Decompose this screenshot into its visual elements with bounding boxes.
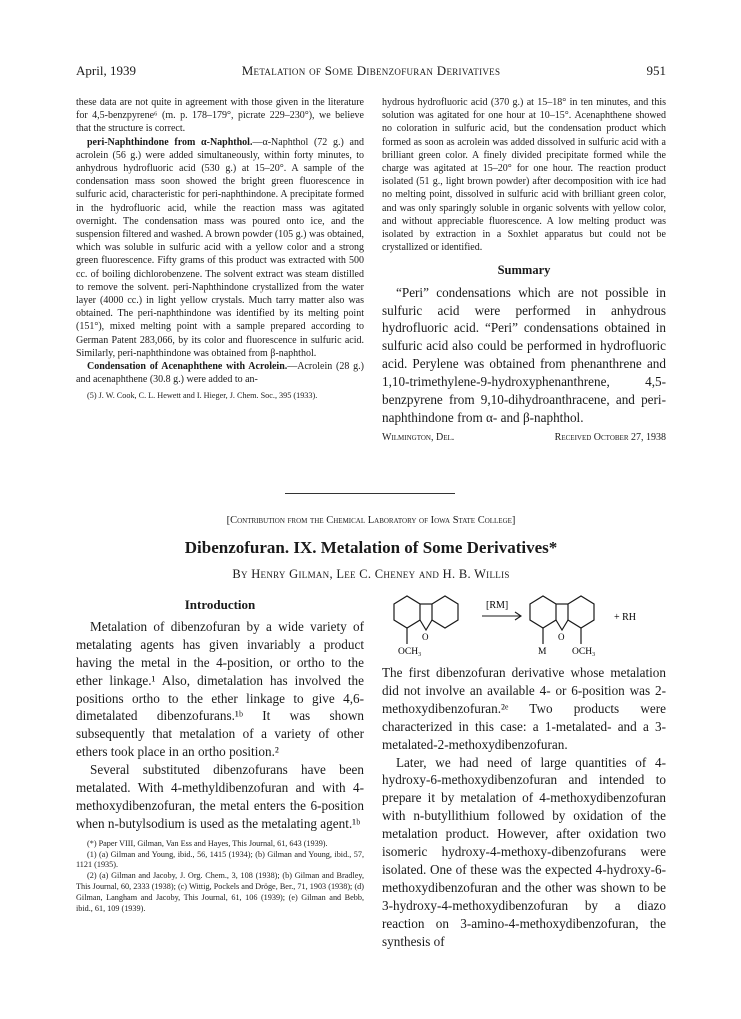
right-column-bottom	[382, 664, 666, 951]
received-date: Received October 27, 1938	[554, 431, 666, 443]
benzene-ring	[568, 596, 594, 628]
footnote: (2) (a) Gilman and Jacoby, J. Org. Chem., 3, 108 (1938); (b) Gilman and Bradley, This Journal, 60, 2333 (1938); (c) Wittig, Pockels and Dröge, Ber., 71, 1903 (1938); (d) Gilman, Langham and Jacoby, This Journal, 61, 106 (1939); (e) Gilman and Bebb, ibid., 61, 109 (1939).	[76, 871, 364, 913]
furan-bridge	[556, 620, 568, 630]
paragraph: The first dibenzofuran derivative whose metalation did not involve an available 4- or 6-position was 2-methoxydibenzofuran.²ᵉ Two products were characterized in this case: a 1-metalated- and a 3-metalated-2-methoxydibenzofuran.	[382, 665, 666, 752]
benzene-ring	[432, 596, 458, 628]
furan-bridge	[420, 620, 432, 630]
reaction-scheme	[378, 590, 668, 662]
introduction-heading: Introduction	[184, 597, 256, 612]
left-column-bottom	[76, 596, 364, 914]
benzene-ring	[394, 596, 420, 628]
paragraph: hydrous hydrofluoric acid (370 g.) at 15–18° in ten minutes, and this solution was agitated for one hour at 10–15°. Acenaphthene showed no coloration in sulfuric acid, but the condensation product which formed as soon as acrolein was added dissolved in sulfuric acid with a brilliant green color. A finely divided precipitate formed while the charge was agitated at 15–20° for one hour. The reaction product isolated (51 g., light brown powder) after decomposition with ice had no melting point, dissolved in sulfuric acid with brilliant green color, and was only sparingly soluble in organic solvents with yellow color, and without appreciable fluorescence. A low melting product was isolated by extraction in a Soxhlet apparatus but could not be crystallized or identified.	[382, 97, 666, 254]
article-authors: By Henry Gilman, Lee C. Cheney and H. B. Willis	[232, 567, 510, 581]
paragraph: Later, we had need of large quantities of 4-hydroxy-6-methoxydibenzofuran and intended to prepare it by metalation of 4-methoxydibenzofuran with n-butyllithium followed by oxidation of the metalation product. However, after oxidation two isomeric hydroxy-4-methoxy-dibenzofurans were isolated. One of these was the expected 4-hydroxy-6-methoxydibenzofuran and the other was shown to be 3-hydroxy-4-methoxydibenzofuran by a diazo reaction on 3-amino-4-methoxydibenzofuran, the synthesis of	[382, 754, 666, 949]
header-running-title: Metalation of Some Dibenzofuran Derivatives	[241, 63, 501, 78]
metal-label: M	[538, 647, 547, 657]
ring-oxygen-label: O	[558, 632, 565, 642]
section-divider	[285, 493, 455, 494]
footnote: (*) Paper VIII, Gilman, Van Ess and Hayes, This Journal, 61, 643 (1939).	[87, 838, 328, 848]
benzene-ring	[530, 596, 556, 628]
section-run-in-heading: Condensation of Acenaphthene with Acrolein.	[87, 361, 288, 373]
byproduct-label: + RH	[614, 612, 637, 623]
left-column-top	[76, 96, 364, 402]
page-number: 951	[646, 63, 666, 78]
paragraph-body: —α-Naphthol (72 g.) and acrolein (56 g.) were added simultaneously, within forty minutes, to anhydrous hydrofluoric acid (530 g.) at 15–20°. A sample of the condensation mass soon showed the bright green fluorescence in sulfuric acid, characteristic for peri-naphthindone. A precipitate formed in the hydrofluoric acid, while the reaction mass was agitated overnight. The condensation mass was poured onto ice, and the suspension filtered and washed. A brown powder (105 g.) was obtained, which was soluble in sulfuric acid with a yellow color and a strong green fluorescence. Fifty grams of this product was extracted with 500 cc. of boiling dichlorobenzene. The solvent extract was steam distilled to remove the solvent. peri-Naphthindone crystallized from the water layer (4000 cc.) in light yellow crystals. Much tarry matter also was obtained. The peri-naphthindone was identified by its melting point (151°), mixed melting point with a sample prepared according to German Patent 283,066, by its color and fluorescence in sulfuric acid. Similarly, peri-naphthindone was obtained from β-naphthol.	[76, 136, 365, 359]
footnotes	[76, 839, 364, 915]
summary-heading: Summary	[497, 263, 551, 278]
location: Wilmington, Del.	[382, 431, 455, 443]
right-column-top	[382, 96, 666, 444]
methoxy-label: OCH₃	[572, 647, 596, 657]
summary-text: “Peri” condensations which are not possible in sulfuric acid were performed in anhydrous hydrofluoric acid. “Peri” condensations obtained in sulfuric acid also could be performed in hydrofluoric acid. Perylene was obtained from phenanthrene and 1,10-trimethylene-9-hydroxyphenanthrene, 4,5-benzpyrene from 9,10-dihydroanthracene, and peri-naphthindone from α- and β-naphthol.	[382, 284, 666, 425]
paragraph: Several substituted dibenzofurans have been metalated. With 4-methyldibenzofuran and with 4-methoxydibenzofuran, the metal enters the 6-position when n-butylsodium is used as the metalating agent.¹ᵇ	[76, 762, 364, 831]
contribution-line: [Contribution from the Chemical Laboratory of Iowa State College]	[226, 515, 516, 526]
signature-line	[382, 431, 666, 444]
paragraph	[76, 360, 364, 386]
reagent-label: [RM]	[486, 600, 509, 611]
paragraph: Metalation of dibenzofuran by a wide variety of metalating agents has given invariably a product having the metal in the 4-position, or ortho to the ether linkage.¹ Also, dimetalation has involved the positions ortho to the ether linkage to give 4,6-dimetalated dibenzofurans.¹ᵇ It was shown subsequently that metalation of a variety of other ethers took place in an ortho position.²	[76, 618, 364, 760]
methoxy-label: OCH₃	[398, 647, 422, 657]
ring-oxygen-label: O	[422, 632, 429, 642]
header-date: April, 1939	[76, 63, 136, 78]
footnote: (5) J. W. Cook, C. L. Hewett and I. Hieger, J. Chem. Soc., 395 (1933).	[87, 391, 318, 401]
section-run-in-heading: peri-Naphthindone from α-Naphthol.	[87, 136, 253, 148]
article-title: Dibenzofuran. IX. Metalation of Some Derivatives*	[184, 538, 558, 557]
paragraph-body: —Acrolein (28 g.) and acenaphthene (30.8 g.) were added to an-	[76, 361, 364, 386]
paragraph: these data are not quite in agreement with those given in the literature for 4,5-benzpyrene⁶ (m. p. 178–179°, picrate 229–230°), we believe that the structure is correct.	[76, 97, 364, 135]
footnote: (1) (a) Gilman and Young, ibid., 56, 1415 (1934); (b) Gilman and Young, ibid., 57, 1121 (1935).	[76, 849, 364, 870]
paragraph	[76, 136, 364, 360]
